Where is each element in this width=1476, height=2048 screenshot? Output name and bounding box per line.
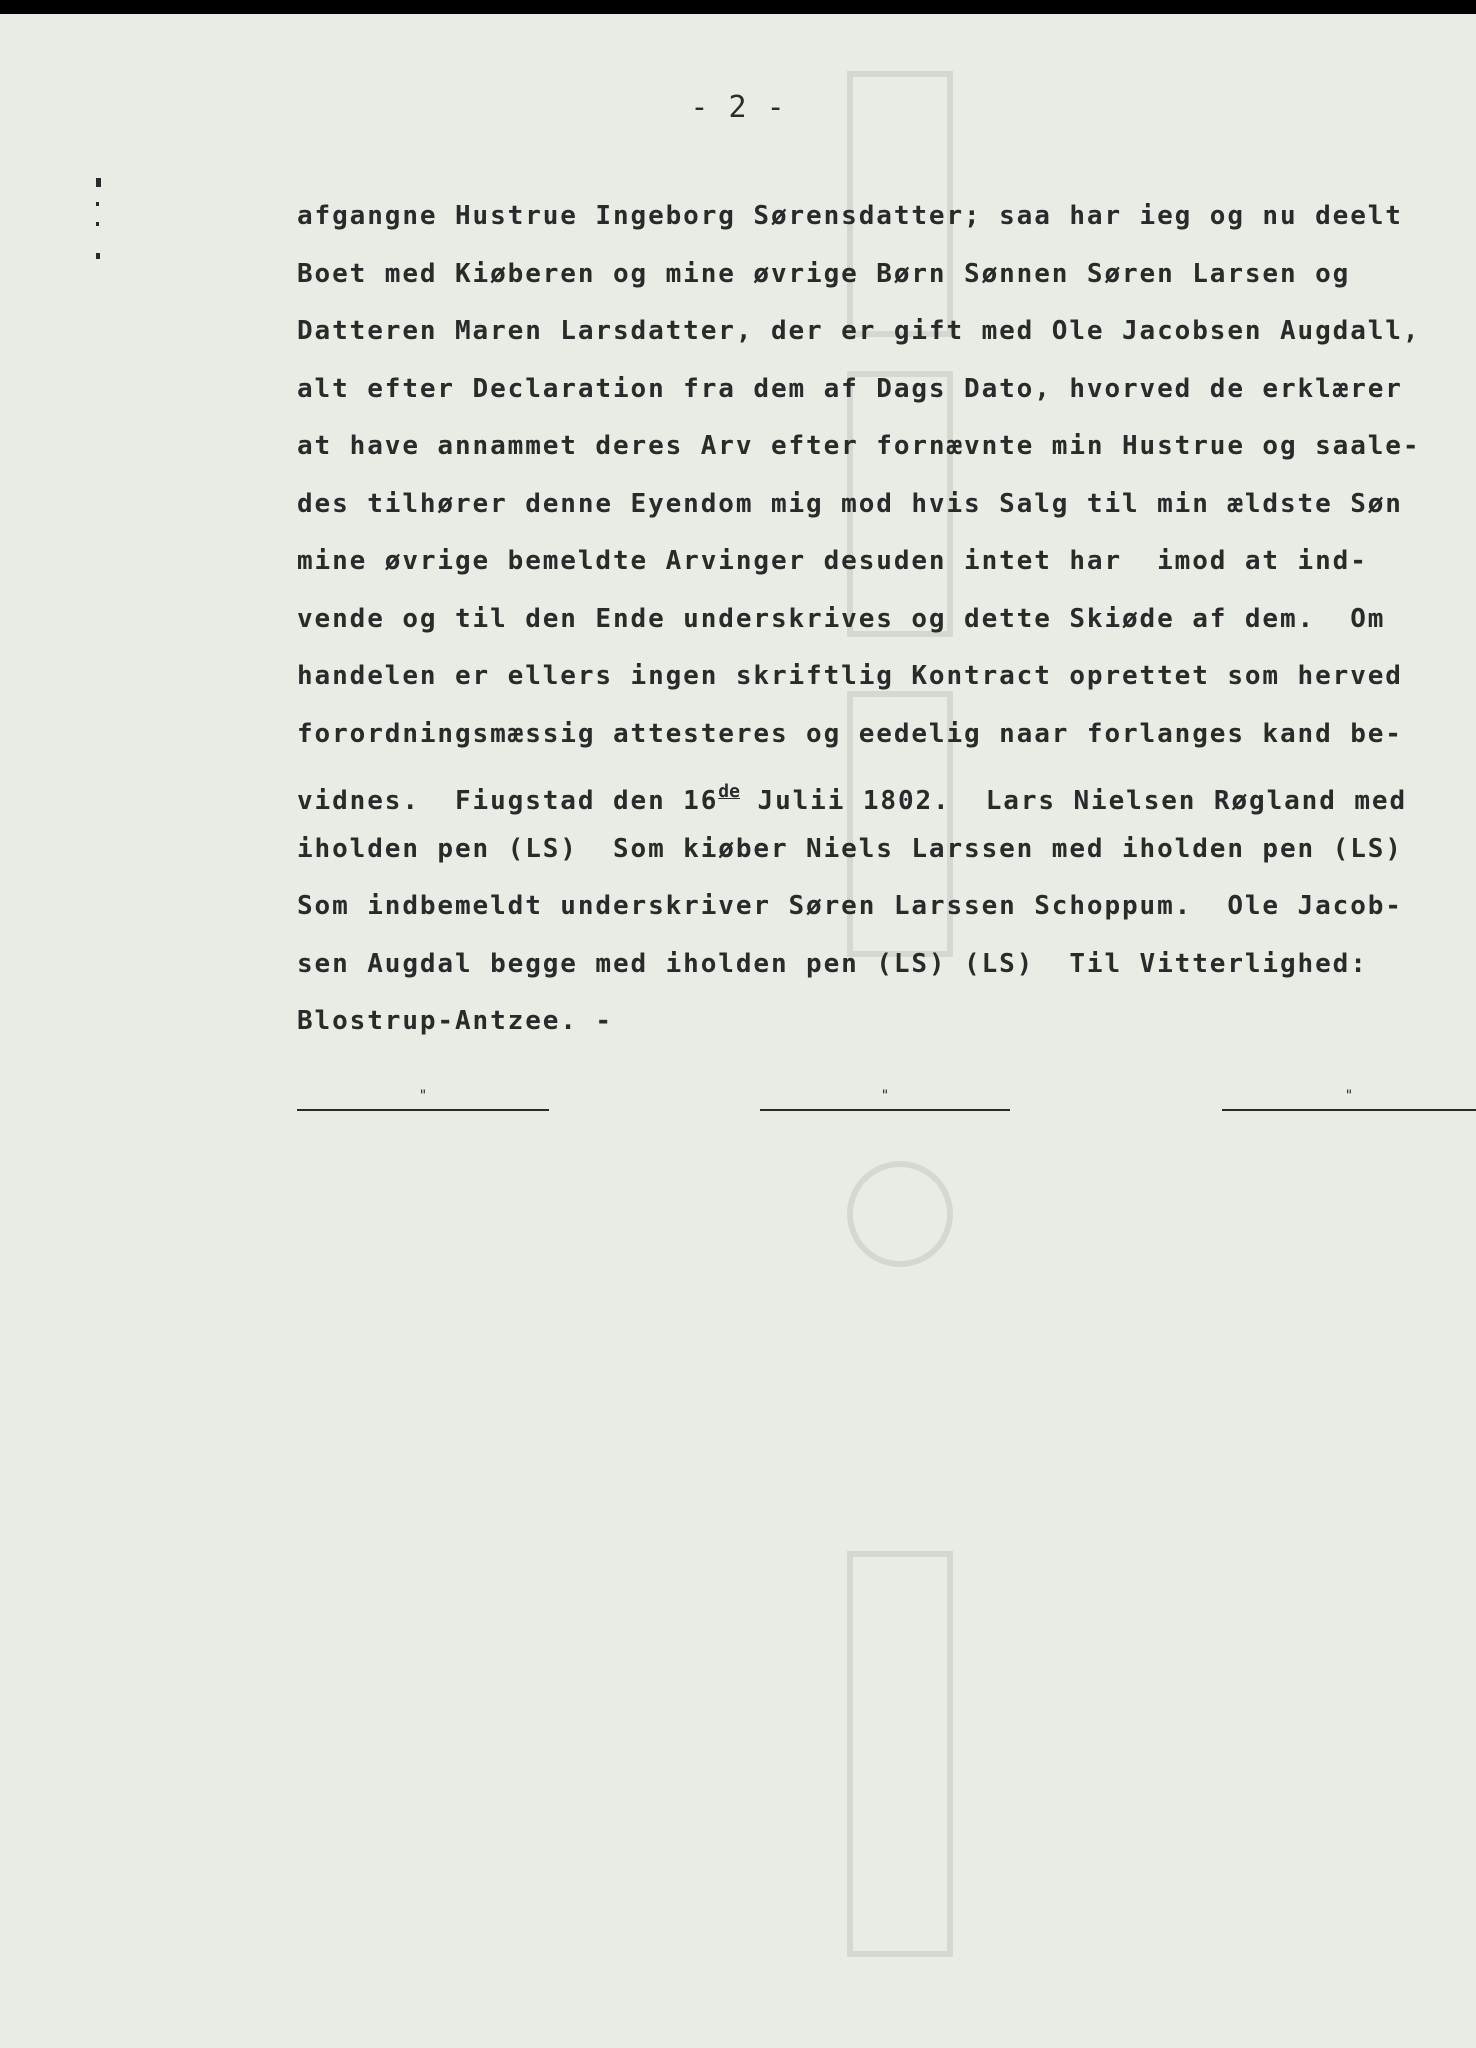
text-line: vende og til den Ende underskrives og dette Skiøde af dem. Om — [297, 603, 1386, 634]
margin-mark — [96, 202, 99, 206]
document-page — [0, 14, 1476, 2048]
text-line-with-date — [297, 763, 1457, 821]
text-line: sen Augdal begge med iholden pen (LS) (LS) Til Vitterlighed: — [297, 948, 1368, 979]
margin-mark — [96, 253, 100, 259]
text-line: Boet med Kiøberen og mine øvrige Børn Sønnen Søren Larsen og — [297, 258, 1351, 289]
margin-mark — [96, 178, 101, 187]
signature-line: " — [1222, 1083, 1476, 1111]
text-line: Datteren Maren Larsdatter, der er gift med Ole Jacobsen Augdall, — [297, 316, 1421, 346]
text-line: alt efter Declaration fra dem af Dags Dato, hvorved de erklærer — [297, 373, 1403, 404]
date-text-before: vidnes. Fiugstad den 16 — [297, 786, 719, 816]
signature-line: " — [760, 1083, 1010, 1111]
signature-line: " — [297, 1083, 549, 1111]
text-line: des tilhører denne Eyendom mig mod hvis Salg til min ældste Søn — [297, 488, 1403, 519]
date-superscript: de — [718, 781, 740, 802]
text-line: Blostrup-Antzee. - — [297, 1006, 613, 1036]
page-number: - 2 - — [690, 90, 786, 125]
date-text-after: Julii 1802. Lars Nielsen Røgland med — [739, 786, 1407, 816]
text-line: handelen er ellers ingen skriftlig Kontract oprettet som herved — [297, 661, 1403, 691]
text-line: afgangne Hustrue Ingeborg Sørensdatter; saa har ieg og nu deelt — [297, 201, 1403, 231]
text-line: Som indbemeldt underskriver Søren Larssen Schoppum. Ole Jacob- — [297, 891, 1403, 921]
text-line: mine øvrige bemeldte Arvinger desuden intet har imod at ind- — [297, 546, 1368, 576]
body-text — [297, 188, 1457, 1051]
margin-mark — [96, 222, 99, 226]
text-line: forordningsmæssig attesteres og eedelig naar forlanges kand be- — [297, 718, 1403, 749]
text-line: iholden pen (LS) Som kiøber Niels Larssen med iholden pen (LS) — [297, 833, 1403, 864]
text-line: at have annammet deres Arv efter fornævnte min Hustrue og saale- — [297, 431, 1421, 461]
